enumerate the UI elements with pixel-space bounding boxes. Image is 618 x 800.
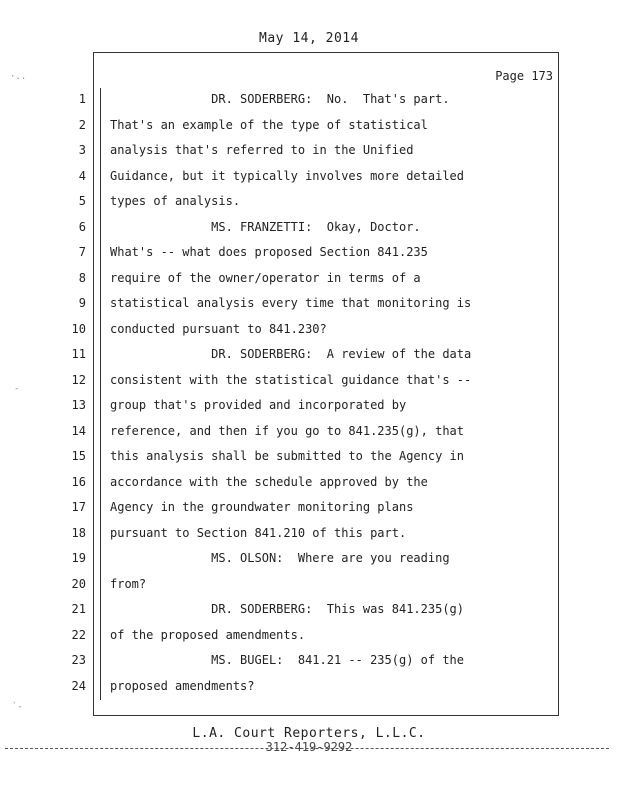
line-number: 7 <box>78 245 86 259</box>
line-text: group that's provided and incorporated by <box>110 398 407 412</box>
line-number: 3 <box>78 143 86 157</box>
footer-dashed-rule <box>5 748 609 749</box>
transcript-line <box>0 113 618 139</box>
line-number: 24 <box>71 678 86 693</box>
transcript-line <box>0 470 618 496</box>
line-text: That's an example of the type of statistical <box>110 117 428 132</box>
line-text: conducted pursuant to 841.230? <box>110 321 327 336</box>
line-text: this analysis shall be submitted to the Agency in <box>110 449 465 463</box>
line-number: 4 <box>78 168 86 183</box>
line-text: accordance with the schedule approved by the <box>110 474 428 489</box>
line-number: 1 <box>78 92 86 106</box>
line-text: DR. SODERBERG: A review of the data <box>110 347 472 361</box>
line-text: Guidance, but it typically involves more detailed <box>110 168 465 183</box>
line-number: 15 <box>71 449 86 463</box>
transcript-line <box>0 189 618 215</box>
transcript-line <box>0 521 618 547</box>
line-text: MS. BUGEL: 841.21 -- 235(g) of the <box>110 653 465 667</box>
line-text: proposed amendments? <box>110 678 255 693</box>
transcript-line <box>0 444 618 470</box>
transcript-line <box>0 138 618 164</box>
line-number: 17 <box>71 500 86 514</box>
line-number: 19 <box>71 551 86 565</box>
transcript-line <box>0 266 618 292</box>
line-number: 14 <box>71 423 86 438</box>
transcript-line <box>0 648 618 674</box>
line-number: 6 <box>78 219 86 234</box>
line-text: MS. FRANZETTI: Okay, Doctor. <box>110 219 421 234</box>
line-number: 8 <box>78 270 86 285</box>
line-text: What's -- what does proposed Section 841.235 <box>110 245 428 259</box>
transcript-line <box>0 597 618 623</box>
line-number: 13 <box>71 398 86 412</box>
transcript-line <box>0 623 618 649</box>
scan-speck: ·.. <box>10 72 27 82</box>
transcript-line <box>0 87 618 113</box>
line-text: from? <box>110 576 147 591</box>
line-text: DR. SODERBERG: This was 841.235(g) <box>110 602 465 616</box>
line-number: 22 <box>71 627 86 642</box>
line-text: types of analysis. <box>110 194 241 208</box>
header-date: May 14, 2014 <box>259 31 359 46</box>
line-number: 21 <box>71 602 86 616</box>
transcript-line <box>0 240 618 266</box>
line-number: 16 <box>71 474 86 489</box>
line-number: 5 <box>78 194 86 208</box>
line-text: reference, and then if you go to 841.235(g), that <box>110 423 465 438</box>
line-text: DR. SODERBERG: No. That's part. <box>110 92 450 106</box>
transcript-line <box>0 164 618 190</box>
footer-company: L.A. Court Reporters, L.L.C. <box>192 726 426 741</box>
page-number: Page 173 <box>495 69 553 83</box>
line-number: 18 <box>71 525 86 540</box>
transcript-line <box>0 495 618 521</box>
line-number: 10 <box>71 321 86 336</box>
line-text: analysis that's referred to in the Unified <box>110 143 414 157</box>
line-text: consistent with the statistical guidance that's -- <box>110 372 472 387</box>
line-number: 11 <box>71 347 86 361</box>
transcript-line <box>0 393 618 419</box>
transcript-line <box>0 572 618 598</box>
transcript-line <box>0 317 618 343</box>
scan-speck: - <box>14 384 20 394</box>
line-number: 12 <box>71 372 86 387</box>
line-text: MS. OLSON: Where are you reading <box>110 551 450 565</box>
line-text: pursuant to Section 841.210 of this part. <box>110 525 407 540</box>
transcript-line <box>0 215 618 241</box>
transcript-line <box>0 291 618 317</box>
transcript-lines <box>0 87 618 699</box>
line-text: statistical analysis every time that monitoring is <box>110 296 472 310</box>
line-number: 23 <box>71 653 86 667</box>
line-text: of the proposed amendments. <box>110 627 306 642</box>
scan-speck: `- <box>12 702 23 712</box>
line-number: 20 <box>71 576 86 591</box>
transcript-line <box>0 419 618 445</box>
footer-phone: 312-419-9292 <box>265 740 353 754</box>
transcript-line <box>0 342 618 368</box>
line-number: 9 <box>78 296 86 310</box>
line-text: Agency in the groundwater monitoring plans <box>110 500 414 514</box>
line-number: 2 <box>78 117 86 132</box>
transcript-line <box>0 368 618 394</box>
transcript-line <box>0 674 618 700</box>
transcript-line <box>0 546 618 572</box>
line-text: require of the owner/operator in terms of a <box>110 270 421 285</box>
